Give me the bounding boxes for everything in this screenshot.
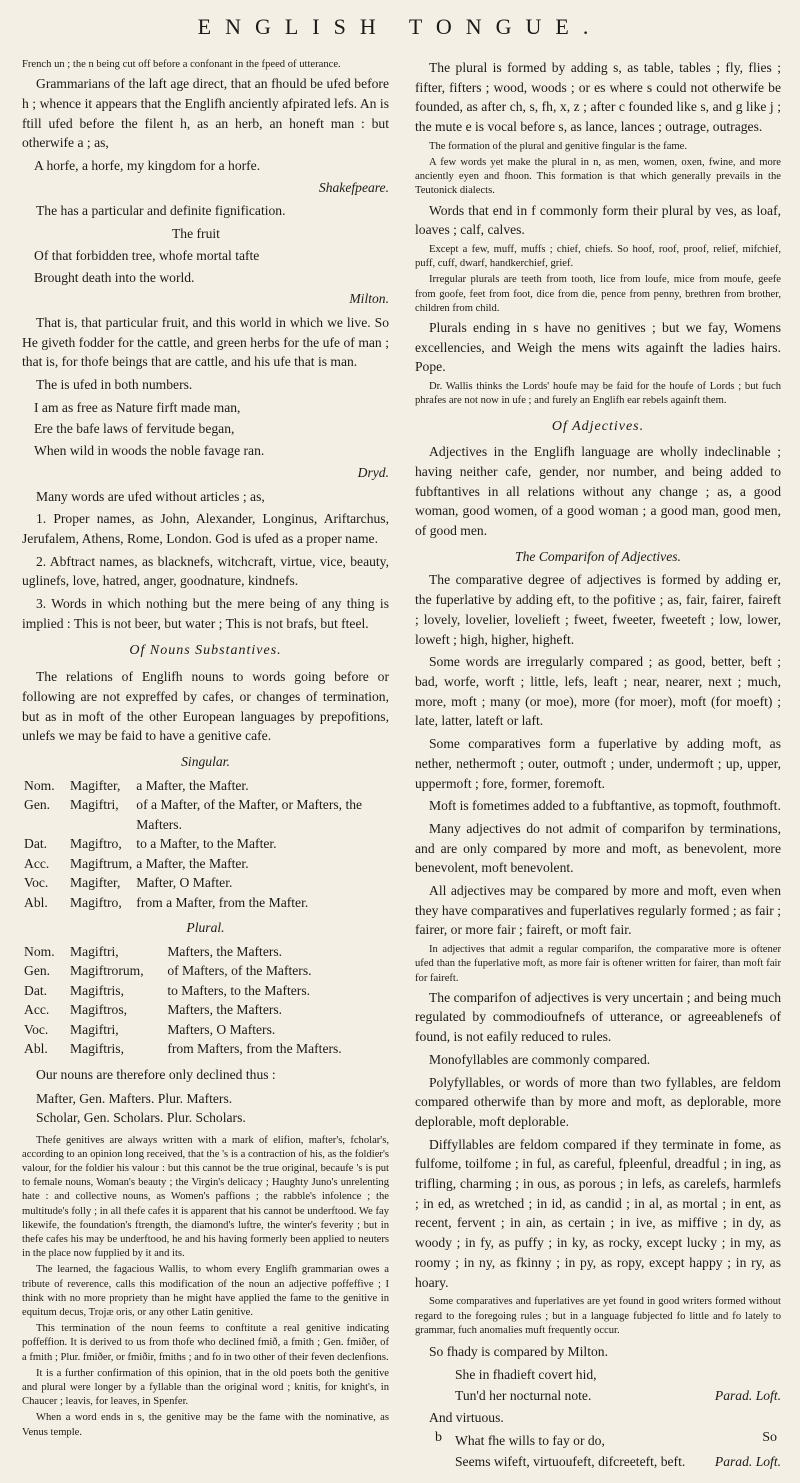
section-title: Of Adjectives. (551, 418, 645, 434)
declension-case: Dat. (24, 836, 48, 852)
paragraph: French un ; the n being cut off before a confonant in the fpeed of utterance. (22, 59, 341, 70)
declension-english: a Mafter, the Mafter. (136, 855, 249, 871)
quote-line (415, 1452, 781, 1472)
quote-source: Dryd. (357, 464, 389, 480)
declension-row (22, 795, 389, 834)
quote-line: The fruit (172, 226, 220, 242)
quote-line (415, 1365, 781, 1385)
footnote: When a word ends in s, the genitive may be the fame with the nominative, as Venus temple. (22, 1412, 389, 1438)
declension-latin: Magifter, (70, 875, 121, 891)
footnote: The formation of the plural and genitive fingular is the fame. (429, 140, 687, 152)
footnote: Thefe genitives are always written with a mark of elifion, mafter's, fcholar's, according to an opinion long received, that the 's is a contraction of his, as the foldier's valour, for the foldier his valour : but this cannot be the true original, becaufe 's is put to female nouns, Woman's beauty ; the Virgin's delicacy ; Haughty Juno's unrelenting hate : and collective nouns, as Women's paffions ; the rabble's infolence ; the multitude's folly ; in all thefe cafes it is apparent that his cannot be underftood. We fay likewife, the foundation's ftrength, the diamond's luftre, the winter's feverity ; but in thefe cafes his may be underftood, he and his having formerly been applied to neuters in the place now fupplied by it and its. (22, 1134, 389, 1260)
declension-row (22, 1020, 389, 1040)
declension-row (22, 1039, 389, 1059)
paragraph: 1. Proper names, as John, Alexander, Longinus, Ariftarchus, Jerufalem, Athens, Rome, London. God is ufed as a proper name. (22, 511, 389, 546)
declined-line: Mafter, Gen. Mafters. Plur. Mafters. (36, 1090, 233, 1106)
declension-case: Voc. (24, 875, 49, 891)
left-column (22, 58, 389, 1458)
footnote: Dr. Wallis thinks the Lords' houfe may be faid for the houfe of Lords ; but fuch phrafes are not now in ufe ; and furely an Englifh ear rebels againft them. (415, 381, 781, 407)
declension-english: to a Mafter, to the Mafter. (136, 836, 277, 852)
paragraph: Monofyllables are commonly compared. (429, 1051, 651, 1067)
declension-case: Abl. (24, 1041, 48, 1057)
paragraph: Diffyllables are feldom compared if they terminate in fome, as fulfome, toilfome ; in ful, as careful, fpleenful, dreadful ; in ing, as trifling, charming ; in ous, as porous ; in lefs, as carelefs, harmlefs ; in ed, as wretched ; in id, as candid ; in al, as mortal ; in ent, as recent, fervent ; in ain, as certain ; in ive, as miffive ; in dy, as woody ; in fy, as puffy ; in ky, as rocky, except lucky ; in my, as roomy ; in ny, as fkinny ; in py, as ropy, except happy ; in ry, as hoary. (415, 1136, 781, 1290)
paragraph: The has a particular and definite fignification. (36, 203, 286, 219)
signature-mark: b (435, 1430, 442, 1445)
paragraph: The comparifon of adjectives is very uncertain ; and being much regulated by commodioufnefs of utterance, or agreeablenefs of found, is not eafily reduced to rules. (415, 989, 781, 1045)
paragraph: And virtuous. (429, 1410, 504, 1426)
declension-english: Mafters, the Mafters. (167, 1002, 283, 1018)
declension-case: Dat. (24, 982, 48, 998)
declension-english: Mafters, O Mafters. (167, 1021, 276, 1037)
paragraph: The plural is formed by adding s, as table, tables ; fly, flies ; fifter, fifters ; wood, woods ; or es where s could not otherwife be founded, as after ch, s, fh, x, z ; after c founded like s, and g like j ; the mute e is vocal before s, as lance, lances ; outrage, outrages. (415, 60, 781, 135)
paragraph: Many adjectives do not admit of comparifon by terminations, and are only compared by more and moft, as benevolent, more benevolent, moft benevolent. (415, 820, 781, 876)
paragraph: Grammarians of the laft age direct, that an fhould be ufed before h ; whence it appears that the Englifh anciently afpirated lefs. An is ftill ufed before the filent h, as an herb, an honeft man : but otherwife a ; as, (22, 76, 389, 151)
footnote: The learned, the fagacious Wallis, to whom every Englifh grammarian owes a tribute of reverence, calls this modification of the noun an adjective poffeffive ; I think with no more propriety than he might have applied the fame to the genitive in equitum decus, Trojæ oris, or any other Latin genitive. (22, 1264, 389, 1319)
declension-case: Nom. (24, 777, 55, 793)
footnote: Some comparatives and fuperlatives are yet found in good writers formed without regard to the foregoing rules ; but in a language fubjected fo little and fo lately to grammar, fuch anomalies muft frequently occur. (415, 1296, 781, 1336)
paragraph: Adjectives in the Englifh language are wholly indeclinable ; having neither cafe, gender, nor number, and being added to fubftantives in all relations without any change ; as, a good woman, good women, of a good woman ; a good man, good men, of good men. (415, 444, 781, 539)
quote-line: I am as free as Nature firft made man, (34, 399, 241, 415)
paragraph: That is, that particular fruit, and this world in which we live. So He giveth fodder for the cattle, and green herbs for the ufe of man ; that is, for thofe beings that are cattle, and his ufe that is man. (22, 314, 389, 370)
plural-declension-table (22, 942, 389, 1059)
quote-block (415, 1365, 781, 1406)
quote-line: When wild in woods the noble favage ran. (34, 443, 265, 459)
declension-latin: Magiftrorum, (70, 963, 144, 979)
paragraph: Many words are ufed without articles ; as, (36, 488, 265, 504)
declension-latin: Magiftro, (70, 894, 122, 910)
declension-english: of Mafters, of the Mafters. (167, 963, 312, 979)
declension-row (22, 854, 389, 874)
quote-text: What fhe wills to fay or do, (455, 1432, 605, 1448)
declension-case: Gen. (24, 797, 51, 813)
declension-latin: Magiftri, (70, 943, 119, 959)
paragraph: The relations of Englifh nouns to words going before or following are not expreffed by cafes, or changes of termination, but as in moft of the other European languages by prepofitions, unlefs we may be faid to have a genitive cafe. (22, 669, 389, 744)
paragraph: 3. Words in which nothing but the mere being of any thing is implied : This is not beer, but water ; This is not brafs, but fteel. (22, 596, 389, 631)
paragraph: So fhady is compared by Milton. (429, 1343, 608, 1359)
declension-latin: Magiftri, (70, 1021, 119, 1037)
declension-latin: Magiftris, (70, 1041, 124, 1057)
quote-source: Milton. (349, 291, 389, 307)
page-footer (415, 1430, 781, 1452)
quote-text: Tun'd her nocturnal note. (455, 1388, 592, 1404)
footnote: Except a few, muff, muffs ; chief, chiefs. So hoof, roof, proof, relief, mifchief, puff, cuff, dwarf, handkerchief, grief. (415, 244, 781, 270)
quote-text: Seems wifeft, virtuoufeft, difcreeteft, beft. (455, 1454, 686, 1470)
quote-line: Brought death into the world. (34, 269, 195, 285)
footnote: A few words yet make the plural in n, as men, women, oxen, fwine, and more anciently eyen and fhoon. This formation is that which generally prevails in the Teutonick dialects. (415, 157, 781, 197)
quote-text: She in fhadieft covert hid, (455, 1366, 597, 1382)
declension-english: Mafter, O Mafter. (136, 875, 233, 891)
subsection-title: The Comparifon of Adjectives. (515, 548, 681, 564)
declension-latin: Magiftro, (70, 836, 122, 852)
declension-english: a Mafter, the Mafter. (136, 777, 249, 793)
quote-source: Shakefpeare. (318, 179, 389, 195)
paragraph: Moft is fometimes added to a fubftantive, as topmoft, fouthmoft. (429, 798, 781, 814)
paragraph: Our nouns are therefore only declined thus : (36, 1066, 276, 1082)
footnote: In adjectives that admit a regular comparifon, the comparative more is oftener ufed than the fuperlative moft, as more fair is oftener written for fairer, than moft fair for faireft. (415, 944, 781, 984)
table-title: Plural. (186, 920, 225, 936)
quote-source: Parad. Loft. (714, 1454, 781, 1470)
footnote: This termination of the noun feems to conftitute a real genitive indicating poffeffion. It is derived to us from thofe who declined fmið, a fmith ; Gen. fmiðer, of a fmith ; Plur. fmiðer, or fmiðir, fmiths ; and fo in two other of their feven declenfions. (22, 1323, 389, 1363)
declension-row (22, 1000, 389, 1020)
declension-row (22, 893, 389, 913)
paragraph: Some words are irregularly compared ; as good, better, beft ; bad, worfe, worft ; little, lefs, leaft ; near, nearer, next ; much, more, moft ; many (or moe), more (for moer), moft (for moeft) ; late, latter, lateft or laft. (415, 654, 781, 729)
declension-latin: Magifter, (70, 777, 121, 793)
declension-row (22, 776, 389, 796)
declension-row (22, 942, 389, 962)
singular-declension-table (22, 776, 389, 913)
footnote: It is a further confirmation of this opinion, that in the old poets both the genitive and plural were longer by a fyllable than the original word ; knitis, for knight's, in Chaucer ; leavis, for leaves, in Spenfer. (22, 1367, 389, 1408)
section-title: Of Nouns Substantives. (129, 643, 282, 659)
paragraph: The comparative degree of adjectives is formed by adding er, the fuperlative by adding eft, to the pofitive ; as, fair, fairer, faireft ; lovely, lovelier, lovelieft ; fweet, fweeter, fweeteft ; low, lower, loweft ; high, higher, higheft. (415, 572, 781, 647)
declension-row (22, 834, 389, 854)
catchword: So (762, 1430, 777, 1445)
declension-english: to Mafters, to the Mafters. (167, 982, 311, 998)
paragraph: 2. Abftract names, as blacknefs, witchcraft, virtue, vice, beauty, uglinefs, love, hatred, anger, goodnature, kindnefs. (22, 553, 389, 589)
quote-line: Of that forbidden tree, whofe mortal tafte (34, 247, 260, 263)
paragraph: Plurals ending in s have no genitives ; but we fay, Womens excellencies, and Weigh the mens wits againft the ladies hairs. Pope. (415, 320, 781, 375)
declension-latin: Magiftros, (70, 1002, 128, 1018)
paragraph: The is ufed in both numbers. (36, 377, 193, 393)
quote-line (415, 1386, 781, 1406)
quote-source: Parad. Loft. (714, 1388, 781, 1404)
quote-line: A horfe, a horfe, my kingdom for a horfe. (34, 158, 261, 174)
declension-case: Gen. (24, 963, 51, 979)
declension-row (22, 961, 389, 981)
declension-english: from Mafters, from the Mafters. (167, 1041, 342, 1057)
declined-list (22, 1089, 389, 1128)
declension-case: Nom. (24, 943, 55, 959)
declension-case: Abl. (24, 894, 48, 910)
declension-english: from a Mafter, from the Mafter. (136, 894, 309, 910)
declension-english: Mafters, the Mafters. (167, 943, 283, 959)
table-title: Singular. (181, 754, 230, 769)
footnote: Irregular plurals are teeth from tooth, lice from loufe, mice from moufe, geefe from goofe, feet from foot, dice from die, pence from penny, brethren from brother, children from child. (415, 274, 781, 314)
declension-english: of a Mafter, of the Mafter, or Mafters, the Mafters. (136, 797, 363, 832)
running-title: ENGLISH TONGUE. (197, 14, 603, 39)
declension-row (22, 981, 389, 1001)
declension-row (22, 873, 389, 893)
declension-latin: Magiftrum, (70, 855, 133, 871)
declension-latin: Magiftri, (70, 797, 119, 813)
declension-case: Acc. (24, 855, 50, 871)
paragraph: Some comparatives form a fuperlative by adding moft, as nether, nethermoft ; outer, outmoft ; under, undermoft ; up, upper, uppermoft ; fore, former, foremoft. (415, 736, 781, 791)
declension-case: Voc. (24, 1021, 49, 1037)
quote-line: Ere the bafe laws of fervitude began, (34, 421, 235, 437)
declined-line: Scholar, Gen. Scholars. Plur. Scholars. (36, 1110, 246, 1126)
paragraph: Words that end in f commonly form their plural by ves, as loaf, loaves ; calf, calves. (415, 202, 781, 238)
paragraph: All adjectives may be compared by more and moft, even when they have comparatives and fuperlatives regularly formed ; as fair ; fairer, or more fair ; faireft, or moft fair. (415, 883, 781, 938)
right-column (415, 58, 781, 1470)
paragraph: Polyfyllables, or words of more than two fyllables, are feldom compared otherwife than by more and moft, as deplorable, more deplorable, moft deplorable. (415, 1074, 781, 1129)
declension-latin: Magiftris, (70, 982, 124, 998)
declension-case: Acc. (24, 1002, 50, 1018)
